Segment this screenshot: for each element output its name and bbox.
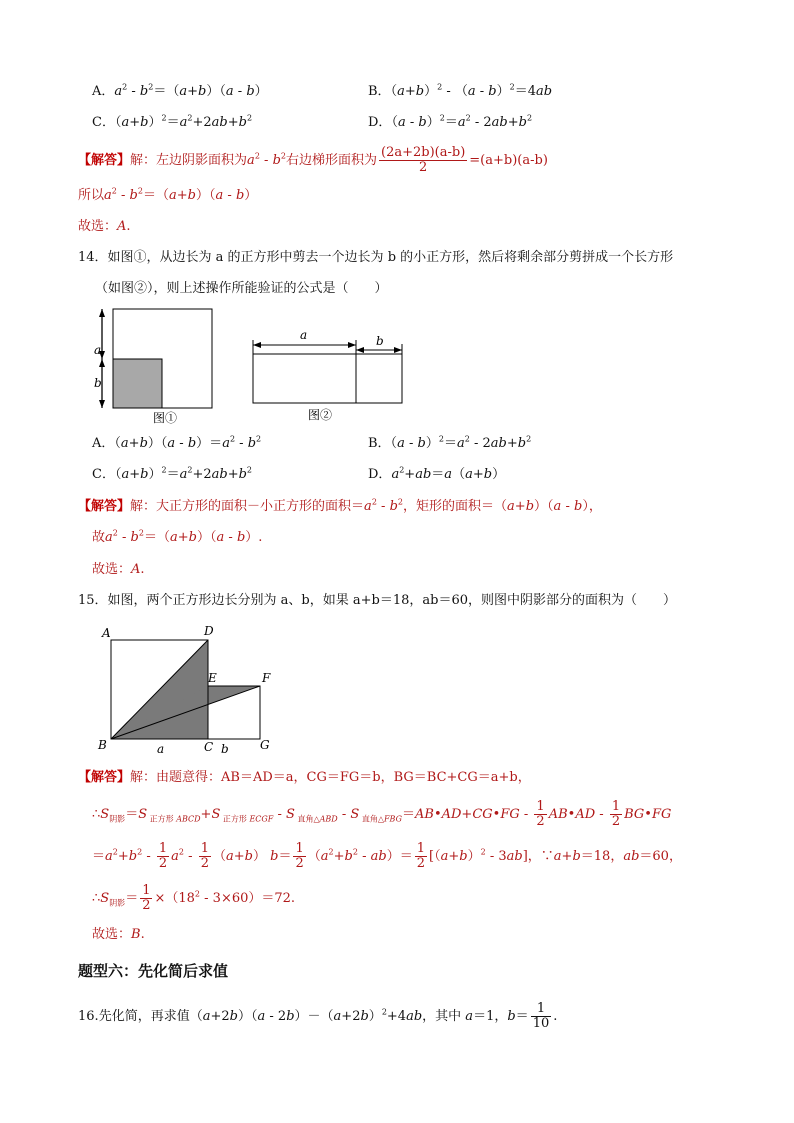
point-b: B (98, 738, 107, 752)
fig2-caption: 图② (308, 408, 333, 422)
point-c: C (204, 740, 214, 754)
q13-option-c: C．$(a+b)^2=a^2+2ab+b^2$ (92, 113, 253, 130)
q14-gu-line: 故$a^2 - b^2=(a+b)(a - b)$. (92, 528, 263, 545)
q14-stem-line1: 14．如图①，从边长为 a 的正方形中剪去一个边长为 b 的小正方形，然后将剩余部分剪拼成一个长方形 (78, 250, 674, 265)
fig2-label-a: a (300, 328, 308, 342)
small-square (113, 359, 162, 408)
fig1-caption: 图① (153, 411, 178, 424)
q14-option-a: A．$(a+b)(a - b)=a^2 - b^2$ (92, 434, 262, 451)
q14-choice: 故选：A. (92, 562, 145, 577)
fig2-label-b: b (376, 334, 384, 348)
q14-option-b: B．$(a - b)^2=a^2 - 2ab+b^2$ (368, 434, 532, 451)
answer-tag: 【解答】 (78, 153, 131, 168)
fig1-label-b: b (94, 376, 102, 390)
q14-option-d: D．$a^2+ab=a(a+b)$ (368, 465, 506, 482)
q15-answer: 【解答】解：由题意得：AB＝AD＝a，CG＝FG＝b，BG＝BC+CG＝a+b， (78, 770, 531, 785)
rectangle (253, 354, 402, 403)
q15-equation-1: $\therefore S_{阴影}=S$ $_{正方形 ABCD}$+S $_{正方形 ECGF}$ - S $_{直角\triangle ABD}$ - S $_{直角\triangle FBG}$＝AB•AD+CG•FG - $\frac{1}{2}$ AB•AD - $\frac{1}{2}$ BG•FG (92, 799, 672, 829)
fig1-label-a: a (94, 343, 102, 357)
point-e: E (208, 671, 217, 685)
q13-answer: 【解答】解：左边阴影面积为$a^2 - b^2$右边梯形面积为 $\frac{(2a+2b)(a-b)}{2}$ =(a+b)(a-b) (78, 145, 548, 175)
point-a: A (102, 626, 111, 640)
point-g: G (260, 738, 270, 752)
q15-figure (94, 622, 284, 757)
q15-equation-3: $\therefore S_{阴影}=$ $\frac{1}{2}$ $\times(18^2 - 3\times 60)=72$. (92, 883, 296, 913)
q13-so-line: 所以$a^2 - b^2=(a+b)(a - b)$ (78, 186, 258, 203)
q13-choice: 故选：A. (78, 219, 131, 234)
label-b: b (221, 742, 229, 756)
section-title: 题型六：先化简后求值 (78, 962, 229, 980)
q15-choice: 故选：B. (92, 927, 145, 942)
q14-answer: 【解答】解：大正方形的面积－小正方形的面积$=a^2 - b^2$，矩形的面积＝（a+b）（a - b）， (78, 497, 602, 514)
q13-option-a: A．$a^2 - b^2=(a+b)(a - b)$ (92, 82, 268, 99)
q16-stem: 16.先化简，再求值$(a+2b)(a - 2b)-(a+2b)^2+4ab$，其中 a＝1，b＝ $\frac{1}{10}$ . (78, 1001, 558, 1031)
q14-figures (88, 304, 418, 424)
q15-equation-2: $=a^2+b^2$ - $\frac{1}{2}$ $a^2$ - $\frac{1}{2}$ （a+b） b＝ $\frac{1}{2}$ $(a^2+b^2 - ab)=$ $\frac{1}{2}$ $[(a+b)^2 - 3ab]$，∵a+b＝18，ab＝60， (92, 841, 682, 871)
q15-stem: 15．如图，两个正方形边长分别为 a、b，如果 a+b＝18，ab＝60，则图中阴影部分的面积为（ ） (78, 593, 677, 608)
label-a: a (157, 742, 165, 756)
q13-option-d: D．$(a - b)^2=a^2 - 2ab+b^2$ (368, 113, 533, 130)
q14-stem-line2: （如图②），则上述操作所能验证的公式是（ ） (95, 281, 388, 296)
q13-option-b: B．$(a+b)^2 - (a - b)^2=4ab$ (368, 82, 553, 99)
q13-fraction: $\frac{(2a+2b)(a-b)}{2}$ (381, 145, 466, 175)
q14-option-c: C．$(a+b)^2=a^2+2ab+b^2$ (92, 465, 253, 482)
point-f: F (262, 671, 271, 685)
point-d: D (204, 624, 214, 638)
